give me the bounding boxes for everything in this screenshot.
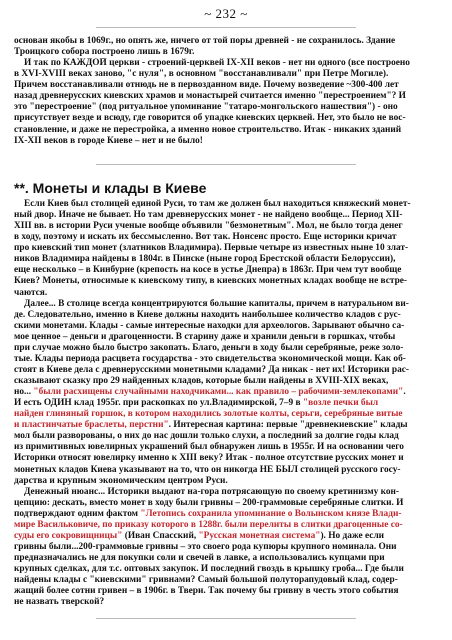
- quote-text: суды его сокровищницы": [14, 530, 123, 541]
- text-line: [14, 442, 438, 453]
- text-line: назад древнерусских киевских храмов и монастырей считается именно "перестроением"? И: [14, 91, 406, 102]
- body-text: мол были разворованы, о них до нас дошли только слухи, а последний за долгие годы клад: [14, 431, 399, 442]
- text-line: [14, 265, 438, 276]
- text-line: [14, 398, 438, 409]
- text-line: [14, 420, 438, 431]
- text-line: это "перестроение" (под ритуальное упоминание "татаро-монгольского нашествия") - оно: [14, 102, 398, 113]
- quote-text: "возле печки был: [302, 398, 379, 409]
- quote-text: мире Васильковиче, по приказу которого в 1288г. были перелиты в слитки драгоценные со-: [14, 519, 403, 530]
- body-text: но...: [14, 387, 34, 398]
- body-text: .: [403, 387, 406, 398]
- body-text: Если Киев был столицей единой Руси, то там же должен был находиться княжеский монет-: [24, 199, 411, 209]
- text-line: Троицкого собора построено лишь в 1679г.: [14, 47, 195, 58]
- body-text: (Иван Спасский,: [122, 530, 199, 541]
- body-text: про киевский тип монет (златников Владимира). Первые четыре из известных ныне 10 злат-: [14, 243, 409, 254]
- body-text: Денежный нюанс... Историки выдают на-гора потрясающую по своему кретинизму кон-: [24, 486, 400, 497]
- section-title: **. Монеты и клады в Киеве: [14, 180, 207, 196]
- body-text: не назвать тверской?: [14, 597, 105, 608]
- text-line: [14, 288, 438, 299]
- text-line: [14, 299, 438, 310]
- text-line: [14, 343, 438, 354]
- text-line: [14, 199, 438, 210]
- text-line: [14, 310, 438, 321]
- body-text: гривны были...200-граммовые гривны – это своего рода купюры крупного номинала. Они: [14, 541, 397, 552]
- body-text: XIII вв. в истории Руси ученые вообще объявили "безмонетным". Мол, не было тогда денег: [14, 221, 403, 232]
- text-line: [14, 553, 438, 564]
- text-line: [14, 254, 438, 265]
- body-text: монетных кладов Киева указывают на то, что он никогда НЕ БЫЛ столицей русского госу-: [14, 464, 401, 475]
- body-text: де. Следовательно, именно в Киеве должны находить наибольшее количество кладов с рус-: [14, 309, 401, 320]
- text-line: [14, 586, 438, 597]
- body-text: Киев? Монеты, относимые к киевскому типу, в киевских монетных кладах вообще не встре-: [14, 276, 408, 287]
- text-line: [14, 531, 438, 542]
- body-text: в ходу, поэтому и искать их бессмысленно. Вот так. Нонсенс просто. Еще историки кричат: [14, 232, 397, 243]
- body-text: при случае можно было быстро закопать. Благо, деньги в ходу были серебряные, реже золо-: [14, 342, 404, 353]
- text-line: [14, 476, 438, 487]
- body-text: сказывают сказку про 29 найденных кладов, которые были найдены в XVIII-XIX веках,: [14, 376, 389, 386]
- body-text: жащий более сотни гривен – в 1906г. в Твери. Так почему бы гривну в честь этого события: [14, 586, 399, 597]
- text-line: [14, 276, 438, 287]
- body-text: Историки относят ювелирку именно к XIII веку? Итак - полное отсутствие русских монет и: [14, 453, 404, 464]
- text-line: [14, 487, 438, 498]
- body-text: чаются.: [14, 287, 48, 298]
- page-number: ~ 232 ~: [204, 6, 248, 21]
- body-text: ников Владимира найдены в 1804г. в Пинске (ныне город Брестской области Белоруссии),: [14, 254, 396, 265]
- text-line: [14, 597, 438, 608]
- quote-text: найден глиняный горшок, в котором находились золотые колты, серьги, серебряные витые: [14, 409, 403, 420]
- body-text: предназначались не для покупки соли и свечей в лавке, а использовались купцами при: [14, 553, 385, 563]
- body-text: скими монетами. Клады - самые интересные находки для археологов. Зарывают обычно са-: [14, 320, 405, 331]
- text-line: [14, 465, 438, 476]
- intro-paragraph: [14, 36, 438, 147]
- body-text: крупных сделках, для т.с. оптовых закупок. И последний гвоздь в крышку гроба... Где были: [14, 564, 404, 575]
- body-text: Далее... В столице всегда концентрируются большие капиталы, причем в натуральном ви-: [24, 298, 409, 309]
- text-line: [14, 365, 438, 376]
- text-line: [14, 520, 438, 531]
- text-line: [14, 232, 438, 243]
- text-line: [14, 431, 438, 442]
- text-line: в XVI-XVIII веках заново, "с нуля", в основном "восстанавливали" при Петре Могиле).: [14, 69, 389, 80]
- text-line: присутствует везде и всюду, где говорится об упадке киевских церквей. Нет, это было не вос-: [14, 113, 406, 124]
- body-text: из примитивных ювелирных украшений был обнаружен лишь в 1955г. И на основании чего: [14, 442, 404, 453]
- text-line: [14, 210, 438, 221]
- body-text: тые. Клады периода расцвета государства - это свидетельства экономической мощи. Как об-: [14, 353, 406, 364]
- body-text: стоят в Киеве дела с древнерусскими монетными кладами? Да никак - нет их! Историки рас-: [14, 364, 410, 375]
- section-divider: [96, 164, 356, 165]
- text-line: [14, 498, 438, 509]
- footer-divider: [96, 618, 356, 619]
- quote-text: "Летопись сохранила упоминание о Волынском князе Влади-: [140, 508, 402, 519]
- text-line: [14, 575, 438, 586]
- body-text: ). Но даже если: [320, 530, 385, 541]
- text-line: [14, 332, 438, 343]
- text-line: [14, 243, 438, 254]
- text-line: становление, и даже не перестройка, а именно новое строительство. Итак - никаких зданий: [14, 124, 402, 135]
- text-line: основан якобы в 1069г., но опять же, ничего от той поры древней - не сохранилось. Здание: [14, 36, 396, 46]
- body-text: мое ценное – деньги и драгоценности. В старину даже и хранили деньги в горшках, чтобы: [14, 331, 396, 342]
- text-line: [14, 354, 438, 365]
- body-text: ный двор. Иначе не бывает. Но там древнерусских монет - не найдено вообще... Период XII-: [14, 210, 403, 221]
- body-text: И есть ОДИН клад 1955г. при раскопках по ул.Владимирской, 7–9 в: [14, 398, 303, 409]
- body-text: найдены клады с "киевскими" гривнами? Самый большой полуторапудовый клад, содер-: [14, 575, 398, 586]
- section-body: [14, 199, 438, 608]
- text-line: [14, 509, 438, 520]
- text-line: [14, 409, 438, 420]
- text-line: Причем восстанавливали отнюдь не в первозданном виде. Почему возведение ~300-400 лет: [14, 80, 399, 91]
- text-line: IX-XII веков в городе Киеве – нет и не было!: [14, 135, 203, 146]
- body-text: цепцию: дескать, вместо монет в ходу были гривны – 200-граммовые серебряные слитки. И: [14, 497, 404, 508]
- body-text: подтверждают одним фактом: [14, 508, 141, 519]
- quote-text: "были расхищены случайными находчиками... как правило – рабочими-землекопами": [33, 387, 404, 398]
- text-line: И так по КАЖДОЙ церкви - строений-церквей IX-XII веков - нет ни одного (все построено: [24, 58, 410, 69]
- text-line: [14, 453, 438, 464]
- body-text: еще несколько – в Кинбурне (крепость на косе в устье Днепра) в 1863г. При чем тут вообще: [14, 265, 402, 276]
- body-text: дарства и крупным экономическим центром Руси.: [14, 475, 228, 486]
- quote-text: "Русская монетная система": [198, 530, 321, 541]
- text-line: [14, 376, 438, 387]
- header-divider: [96, 27, 356, 28]
- text-line: [14, 221, 438, 232]
- quote-text: и пластинчатые браслеты, перстни": [14, 420, 169, 431]
- text-line: [14, 321, 438, 332]
- text-line: [14, 542, 438, 553]
- text-line: [14, 564, 438, 575]
- text-line: [14, 387, 438, 398]
- body-text: . Интересная картина: первые "древнекиевские" клады: [168, 420, 408, 431]
